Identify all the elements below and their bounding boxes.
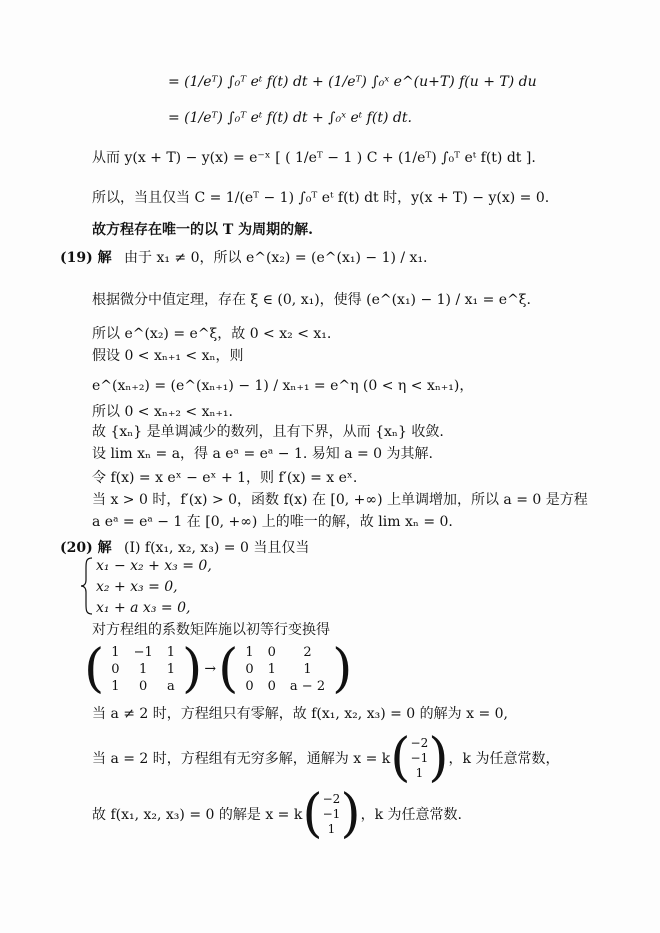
matrix-row (238, 678, 332, 695)
text-line-3: 从而 y(x + T) − y(x) = e⁻ˣ [ ( 1/eᵀ − 1 ) C + (1/eᵀ) ∫₀ᵀ eᵗ f(t) dt ]. (92, 150, 536, 166)
text-line-8: 所以 e^(x₂) = e^ξ，故 0 < x₂ < x₁. (92, 326, 332, 342)
matrix-b (238, 644, 332, 695)
text-line-17: (Ⅰ) f(x₁, x₂, x₃) = 0 当且仅当 (124, 540, 310, 556)
matrix-row (104, 678, 182, 695)
matrix-cell: 1 (111, 644, 120, 660)
left-paren: ( (218, 639, 239, 699)
text-line-21: 对方程组的系数矩阵施以初等行变换得 (92, 622, 330, 638)
text-line-23: 当 a ≠ 2 时，方程组只有零解，故 f(x₁, x₂, x₃) = 0 的解为 x = 0, (92, 706, 508, 722)
matrix-row (104, 644, 182, 661)
text-line-16: a eᵃ = eᵃ − 1 在 [0, +∞) 上的唯一的解，故 lim xₙ = 0. (92, 514, 453, 530)
text-line-13: 设 lim xₙ = a，得 a eᵃ = eᵃ − 1. 易知 a = 0 为其解. (92, 446, 433, 462)
text-line-12: 故 {xₙ} 是单调减少的数列，且有下界，从而 {xₙ} 收敛. (92, 424, 444, 440)
left-paren: ( (84, 639, 105, 699)
left-paren: ( (302, 784, 323, 844)
left-paren: ( (390, 728, 411, 788)
equation-line-1: = (1/eᵀ) ∫₀ᵀ eᵗ f(t) dt + (1/eᵀ) ∫₀ˣ e^(u+T) f(u + T) du (168, 74, 537, 90)
text-line-25 (92, 786, 462, 842)
text-line-5: 故方程存在唯一的以 T 为周期的解. (92, 222, 314, 238)
column-vector (323, 792, 341, 837)
text-line-10: e^(xₙ₊₂) = (e^(xₙ₊₁) − 1) / xₙ₊₁ = e^η (0 < η < xₙ₊₁)， (92, 378, 474, 394)
text-line-7: 根据微分中值定理，存在 ξ ∈ (0, x₁)，使得 (e^(x₁) − 1) / x₁ = e^ξ. (92, 292, 531, 308)
matrix-cell: −1 (133, 644, 153, 660)
text-line-25-prefix: 故 f(x₁, x₂, x₃) = 0 的解是 x = k (92, 807, 303, 823)
text-line-24-prefix: 当 a = 2 时，方程组有无穷多解，通解为 x = k (92, 751, 391, 767)
text-line-24-suffix: ，k 为任意常数， (448, 751, 560, 767)
right-paren: ) (182, 639, 203, 699)
problem-19-label: (19) 解 (60, 250, 112, 266)
matrix-cell: 1 (245, 644, 254, 660)
matrix-cell: a (167, 678, 175, 694)
text-line-6: 由于 x₁ ≠ 0，所以 e^(x₂) = (e^(x₁) − 1) / x₁. (124, 250, 428, 266)
column-vector (411, 736, 429, 781)
vector-entry: −1 (410, 750, 429, 765)
text-line-14: 令 f(x) = x eˣ − eˣ + 1，则 f′(x) = x eˣ. (92, 470, 358, 486)
matrix-cell: 1 (267, 661, 276, 677)
equation-line-2: = (1/eᵀ) ∫₀ᵀ eᵗ f(t) dt + ∫₀ˣ eᵗ f(t) dt. (168, 110, 412, 126)
vector-entry: −2 (410, 735, 429, 750)
matrix-transform (84, 639, 353, 699)
matrix-row (238, 661, 332, 678)
matrix-cell: 0 (139, 678, 148, 694)
matrix-cell: 1 (166, 644, 176, 660)
matrix-cell: 0 (111, 661, 120, 677)
matrix-cell: 0 (245, 661, 254, 677)
vector-entry: −1 (322, 806, 341, 821)
matrix-row (238, 644, 332, 661)
vector-entry: 1 (415, 765, 424, 780)
matrix-cell: 1 (139, 661, 148, 677)
right-paren: ) (332, 639, 353, 699)
system-brace (80, 556, 94, 616)
right-paren: ) (340, 784, 361, 844)
text-line-24 (92, 730, 559, 786)
text-line-9: 假设 0 < xₙ₊₁ < xₙ，则 (92, 348, 244, 364)
matrix-cell: 1 (111, 678, 120, 694)
arrow-icon: → (204, 661, 217, 677)
matrix-cell: 0 (245, 678, 254, 694)
system-eq-2: x₂ + x₃ = 0, (96, 579, 178, 595)
matrix-cell: 0 (267, 644, 276, 660)
matrix-cell: 0 (267, 678, 276, 694)
problem-20-label: (20) 解 (60, 540, 112, 556)
system-eq-1: x₁ − x₂ + x₃ = 0, (96, 558, 212, 574)
vector-entry: −2 (322, 791, 341, 806)
matrix-cell: a − 2 (289, 678, 326, 694)
matrix-cell: 1 (303, 661, 312, 677)
matrix-a (104, 644, 182, 695)
right-paren: ) (428, 728, 449, 788)
text-line-4: 所以，当且仅当 C = 1/(eᵀ − 1) ∫₀ᵀ eᵗ f(t) dt 时，y(x + T) − y(x) = 0. (92, 190, 550, 206)
matrix-cell: 2 (303, 644, 312, 660)
vector-entry: 1 (327, 821, 336, 836)
matrix-row (104, 661, 182, 678)
system-eq-3: x₁ + a x₃ = 0, (96, 600, 191, 616)
text-line-11: 所以 0 < xₙ₊₂ < xₙ₊₁. (92, 404, 233, 420)
text-line-25-suffix: ，k 为任意常数. (360, 807, 463, 823)
text-line-15: 当 x > 0 时，f′(x) > 0，函数 f(x) 在 [0, +∞) 上单调增加，所以 a = 0 是方程 (92, 492, 588, 508)
matrix-cell: 1 (166, 661, 176, 677)
